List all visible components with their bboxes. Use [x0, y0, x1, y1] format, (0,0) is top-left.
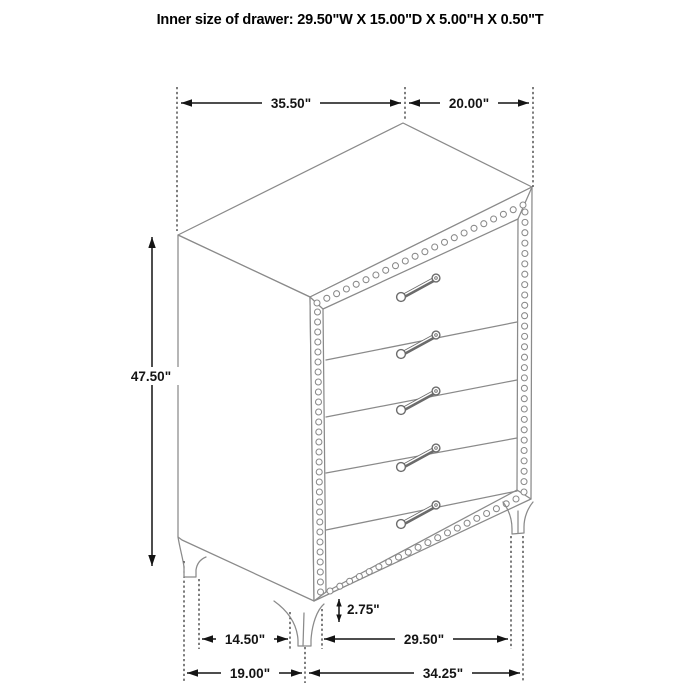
dimension-leg-height	[339, 599, 380, 622]
chest-drawing	[178, 123, 533, 646]
dimension-side-leg-span	[202, 631, 288, 647]
base-width-label: 34.25"	[422, 666, 464, 681]
top-width-label: 35.50"	[270, 96, 312, 111]
drawer-opening-width-label: 29.50"	[403, 632, 445, 647]
dimension-base-depth	[187, 665, 302, 681]
dimension-base-width	[309, 665, 520, 681]
leg-height-label: 2.75"	[347, 602, 380, 617]
drawer-inner-size-title: Inner size of drawer: 29.50"W X 15.00"D X 5.00"H X 0.50"T	[156, 12, 544, 28]
dimension-drawer-opening-width	[324, 631, 508, 647]
dimension-overall-height	[121, 237, 183, 566]
overall-height-label: 47.50"	[130, 369, 172, 384]
side-leg-span-label: 14.50"	[224, 632, 266, 647]
dimension-top-width	[181, 94, 401, 111]
base-depth-label: 19.00"	[229, 666, 271, 681]
top-depth-label: 20.00"	[448, 96, 490, 111]
left-side-face	[178, 235, 314, 601]
dimension-top-depth	[409, 94, 529, 111]
